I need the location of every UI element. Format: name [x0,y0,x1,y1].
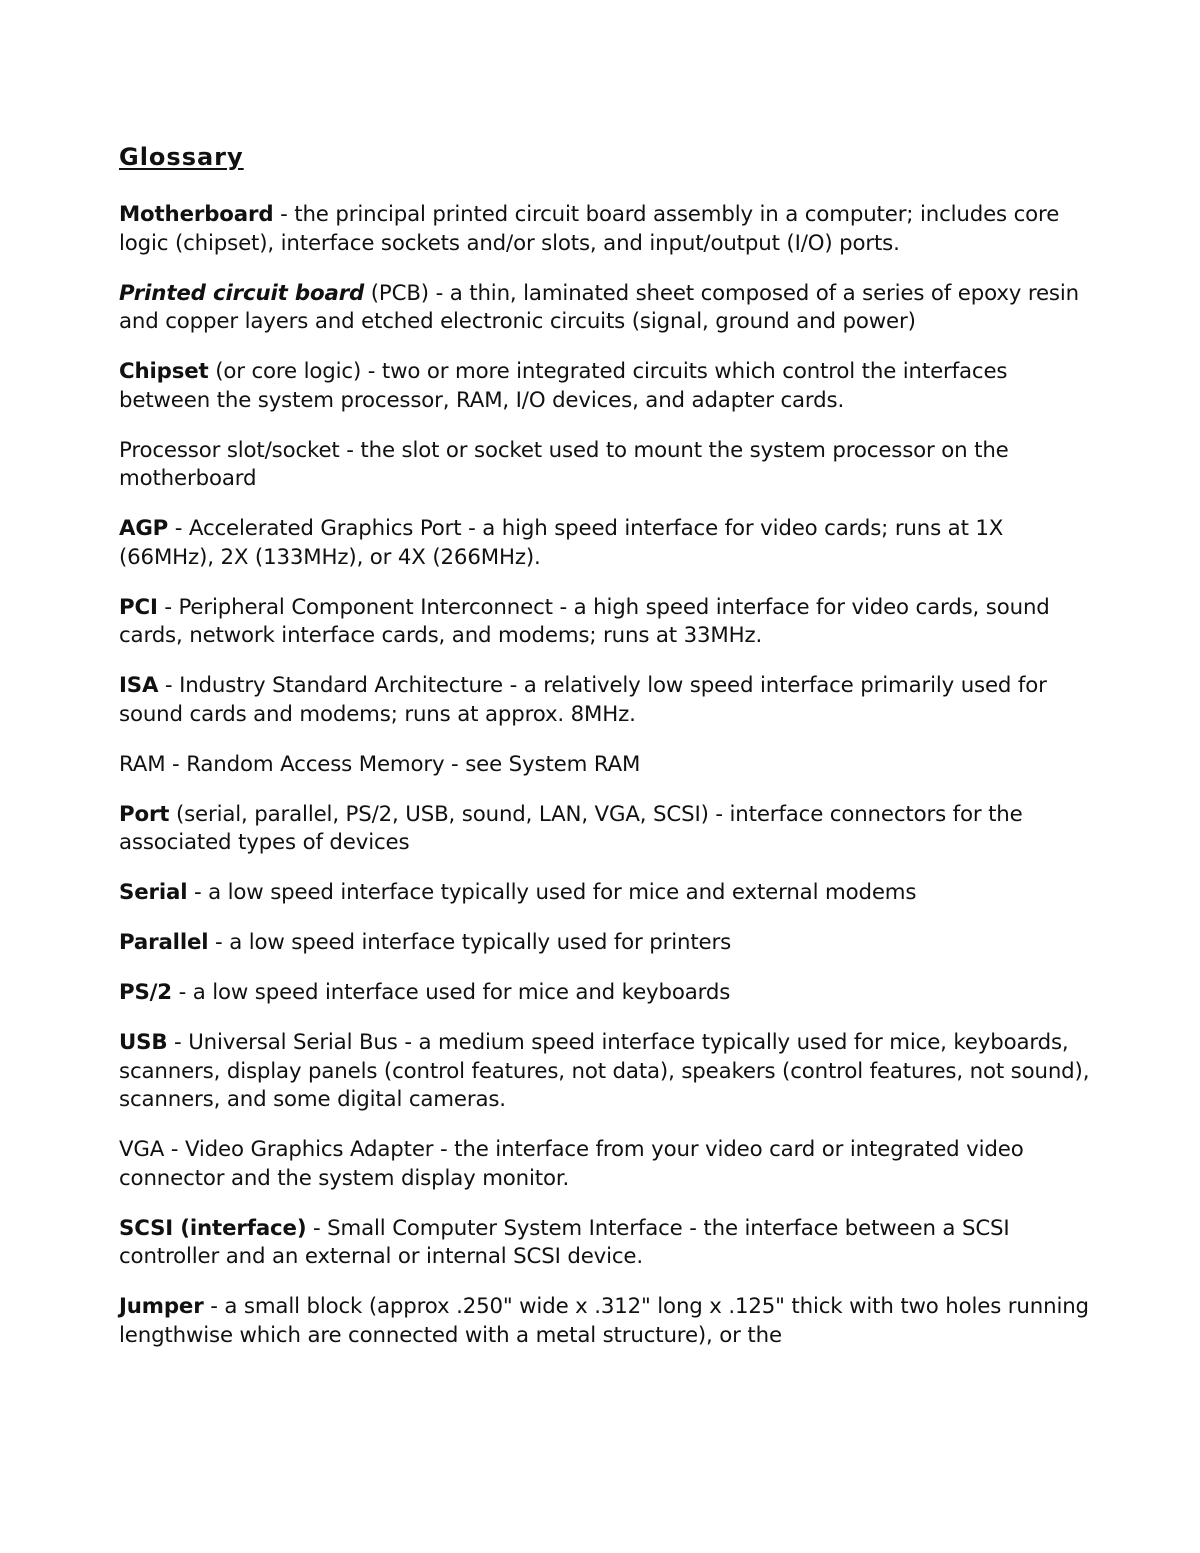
glossary-definition: - a small block (approx .250" wide x .312" long x .125" thick with two holes running lengthwise which are connected with a metal structure), or the [119,1294,1089,1348]
glossary-definition: - a low speed interface used for mice and keyboards [171,980,731,1005]
glossary-entry [119,437,1094,494]
glossary-entry [119,979,1094,1008]
glossary-definition: (PCB) - a thin, laminated sheet composed of a series of epoxy resin and copper layers and etched electronic circuits (signal, ground and power) [119,280,1079,334]
glossary-entry [119,879,1094,908]
glossary-term: Port [119,801,170,827]
glossary-term: Parallel [119,930,209,955]
glossary-entry [119,1029,1094,1115]
glossary-term: Chipset [119,359,209,384]
glossary-term: Jumper [119,1294,204,1319]
glossary-definition: VGA - Video Graphics Adapter - the interface from your video card or integrated video connector and the system display monitor. [119,1137,1024,1191]
glossary-definition: (or core logic) - two or more integrated circuits which control the interfaces between the system processor, RAM, I/O devices, and adapter cards. [119,359,1008,413]
glossary-entry [119,751,1094,780]
glossary-entry [119,358,1094,415]
page-title: Glossary [119,143,244,171]
glossary-definition: - a low speed interface typically used for printers [208,930,732,955]
glossary-entry [119,201,1094,258]
glossary-definition: - Small Computer System Interface - the interface between a SCSI controller and an external or internal SCSI device. [119,1215,1010,1269]
glossary-definition: - a low speed interface typically used for mice and external modems [187,880,917,905]
glossary-entry [119,515,1094,572]
glossary-entry [119,1136,1094,1193]
glossary-term: Serial [119,880,188,905]
glossary-entry [119,1215,1094,1272]
glossary-definition: - the principal printed circuit board assembly in a computer; includes core logic (chipset), interface sockets and/or slots, and input/output (I/O) ports. [119,202,1060,256]
glossary-definition: (serial, parallel, PS/2, USB, sound, LAN, VGA, SCSI) - interface connectors for the associated types of devices [119,801,1023,855]
glossary-definition: Processor slot/socket - the slot or socket used to mount the system processor on the motherboard [119,437,1009,491]
glossary-entry [119,801,1094,858]
glossary-entry [119,594,1094,651]
glossary-page [119,140,1094,1372]
glossary-definition: RAM - Random Access Memory - see System RAM [119,751,641,777]
glossary-term: USB [119,1030,168,1055]
glossary-term: AGP [119,516,169,541]
glossary-term: PS/2 [119,980,172,1005]
glossary-entry [119,929,1094,958]
glossary-entries [119,201,1094,1350]
glossary-definition: - Accelerated Graphics Port - a high speed interface for video cards; runs at 1X (66MHz), 2X (133MHz), or 4X (266MHz). [119,516,1004,570]
glossary-definition: - Industry Standard Architecture - a relatively low speed interface primarily used for sound cards and modems; runs at approx. 8MHz. [119,673,1047,727]
glossary-definition: - Universal Serial Bus - a medium speed interface typically used for mice, keyboards, scanners, display panels (control features, not data), speakers (control features, not sound), scanners, and some digital cameras. [119,1030,1090,1112]
glossary-term: PCI [119,594,158,620]
glossary-term: SCSI (interface) [119,1215,307,1241]
glossary-entry [119,1293,1094,1350]
glossary-term: Printed circuit board [119,280,365,306]
glossary-entry [119,280,1094,337]
glossary-definition: - Peripheral Component Interconnect - a high speed interface for video cards, sound cards, network interface cards, and modems; runs at 33MHz. [119,594,1050,648]
glossary-entry [119,672,1094,729]
glossary-term: Motherboard [119,202,274,227]
glossary-term: ISA [119,673,159,698]
